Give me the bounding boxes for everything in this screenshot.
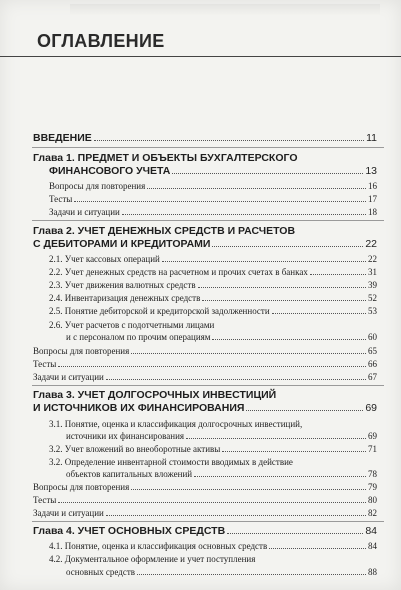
- entry-label: 2.5. Понятие дебиторской и кредиторской задолженности: [49, 306, 270, 316]
- dot-leader: [246, 409, 363, 411]
- dot-leader: [212, 245, 363, 247]
- title-rule: [0, 56, 401, 57]
- entry-page: 66: [368, 359, 377, 369]
- previous-page-shadow: [70, 4, 380, 16]
- entry-page: 16: [368, 181, 377, 191]
- entry-page: 65: [368, 346, 377, 356]
- dot-leader: [186, 437, 366, 439]
- divider: [32, 220, 384, 221]
- toc-entry[interactable]: [49, 181, 377, 191]
- entry-page: 60: [368, 332, 377, 342]
- entry-label: источники их финансирования: [66, 431, 185, 441]
- entry-label: Тесты: [49, 194, 73, 204]
- toc-entry-chapter-2[interactable]: [33, 238, 377, 250]
- entry-page: 13: [365, 165, 377, 177]
- entry-page: 71: [368, 444, 377, 454]
- dot-leader: [198, 286, 366, 288]
- entry-page: 22: [368, 254, 377, 264]
- toc-entry[interactable]: [49, 207, 377, 217]
- toc-entry[interactable]: [66, 567, 377, 577]
- toc-entry[interactable]: [49, 280, 377, 290]
- chapter-1-title-line1[interactable]: Глава 1. ПРЕДМЕТ И ОБЪЕКТЫ БУХГАЛТЕРСКОГО: [33, 152, 298, 164]
- page-title: ОГЛАВЛЕНИЕ: [37, 31, 165, 51]
- toc-entry-chapter-1[interactable]: [49, 165, 377, 177]
- toc-entry[interactable]: [33, 482, 377, 492]
- toc-entry[interactable]: [33, 372, 377, 382]
- chapter-2-title-line1[interactable]: Глава 2. УЧЕТ ДЕНЕЖНЫХ СРЕДСТВ И РАСЧЕТОВ: [33, 225, 296, 237]
- toc-entry[interactable]: [66, 469, 377, 479]
- toc-entry[interactable]: [33, 495, 377, 505]
- toc-entry[interactable]: [49, 293, 377, 303]
- entry-label: Глава 4. УЧЕТ ОСНОВНЫХ СРЕДСТВ: [33, 525, 226, 537]
- toc-entry-label-line1[interactable]: 2.6. Учет расчетов с подотчетными лицами: [49, 320, 215, 330]
- toc-entry[interactable]: [49, 541, 377, 551]
- entry-label: объектов капитальных вложений: [66, 469, 193, 479]
- entry-page: 18: [368, 207, 377, 217]
- entry-label: Задачи и ситуации: [33, 372, 104, 382]
- entry-label: и с персоналом по прочим операциям: [66, 332, 211, 342]
- dot-leader: [147, 187, 366, 189]
- dot-leader: [310, 273, 366, 275]
- toc-entry[interactable]: [49, 306, 377, 316]
- dot-leader: [272, 312, 366, 314]
- dot-leader: [222, 450, 366, 452]
- entry-label: Вопросы для повторения: [33, 482, 130, 492]
- dot-leader: [131, 488, 366, 490]
- entry-page: 39: [368, 280, 377, 290]
- entry-label: 2.2. Учет денежных средств на расчетном и прочих счетах в банках: [49, 267, 308, 277]
- dot-leader: [212, 338, 366, 340]
- toc-entry-label-line1[interactable]: 3.2. Определение инвентарной стоимости вводимых в действие: [49, 457, 293, 467]
- toc-entry[interactable]: [49, 444, 377, 454]
- entry-page: 80: [368, 495, 377, 505]
- entry-page: 69: [365, 402, 377, 414]
- toc-entry-label-line1[interactable]: 3.1. Понятие, оценка и классификация долгосрочных инвестиций,: [49, 419, 303, 429]
- divider: [32, 521, 384, 522]
- toc-entry[interactable]: [66, 431, 377, 441]
- entry-page: 79: [368, 482, 377, 492]
- entry-page: 88: [368, 567, 377, 577]
- dot-leader: [58, 501, 366, 503]
- entry-label: С ДЕБИТОРАМИ И КРЕДИТОРАМИ: [33, 238, 211, 250]
- dot-leader: [131, 352, 366, 354]
- dot-leader: [74, 200, 366, 202]
- dot-leader: [106, 514, 366, 516]
- toc-entry-chapter-3[interactable]: [33, 402, 377, 414]
- dot-leader: [269, 547, 366, 549]
- dot-leader: [194, 475, 366, 477]
- entry-label: Тесты: [33, 495, 57, 505]
- toc-entry[interactable]: [33, 346, 377, 356]
- entry-page: 82: [368, 508, 377, 518]
- dot-leader: [227, 532, 363, 534]
- dot-leader: [137, 573, 366, 575]
- entry-page: 31: [368, 267, 377, 277]
- dot-leader: [162, 260, 366, 262]
- entry-page: 67: [368, 372, 377, 382]
- entry-label: ФИНАНСОВОГО УЧЕТА: [49, 165, 171, 177]
- toc-entry[interactable]: [33, 359, 377, 369]
- entry-label: 2.4. Инвентаризация денежных средств: [49, 293, 201, 303]
- entry-page: 17: [368, 194, 377, 204]
- entry-page: 11: [366, 132, 377, 144]
- dot-leader: [58, 365, 366, 367]
- dot-leader: [106, 378, 366, 380]
- toc-entry-intro[interactable]: [33, 132, 377, 144]
- toc-entry[interactable]: [49, 194, 377, 204]
- toc-entry[interactable]: [66, 332, 377, 342]
- entry-label: 2.1. Учет кассовых операций: [49, 254, 160, 264]
- dot-leader: [172, 172, 363, 174]
- entry-label: Тесты: [33, 359, 57, 369]
- divider: [32, 147, 384, 148]
- dot-leader: [202, 299, 366, 301]
- entry-label: основных средств: [66, 567, 136, 577]
- entry-label: Задачи и ситуации: [33, 508, 104, 518]
- toc-entry[interactable]: [33, 508, 377, 518]
- entry-label: 4.1. Понятие, оценка и классификация основных средств: [49, 541, 268, 551]
- chapter-3-title-line1[interactable]: Глава 3. УЧЕТ ДОЛГОСРОЧНЫХ ИНВЕСТИЦИЙ: [33, 389, 277, 401]
- entry-page: 84: [368, 541, 377, 551]
- divider: [32, 385, 384, 386]
- entry-page: 53: [368, 306, 377, 316]
- entry-page: 78: [368, 469, 377, 479]
- entry-page: 69: [368, 431, 377, 441]
- entry-label: Вопросы для повторения: [33, 346, 130, 356]
- entry-label: Вопросы для повторения: [49, 181, 146, 191]
- entry-page: 22: [365, 238, 377, 250]
- toc-entry-chapter-4[interactable]: [33, 525, 377, 537]
- toc-entry[interactable]: [49, 267, 377, 277]
- dot-leader: [94, 139, 364, 141]
- entry-page: 84: [365, 525, 377, 537]
- entry-label: ВВЕДЕНИЕ: [33, 132, 92, 144]
- dot-leader: [122, 213, 366, 215]
- entry-label: 3.2. Учет вложений во внеоборотные активы: [49, 444, 221, 454]
- entry-label: Задачи и ситуации: [49, 207, 120, 217]
- entry-page: 52: [368, 293, 377, 303]
- toc-entry-label-line1[interactable]: 4.2. Документальное оформление и учет поступления: [49, 554, 256, 564]
- toc-entry[interactable]: [49, 254, 377, 264]
- entry-label: 2.3. Учет движения валютных средств: [49, 280, 196, 290]
- entry-label: И ИСТОЧНИКОВ ИХ ФИНАНСИРОВАНИЯ: [33, 402, 245, 414]
